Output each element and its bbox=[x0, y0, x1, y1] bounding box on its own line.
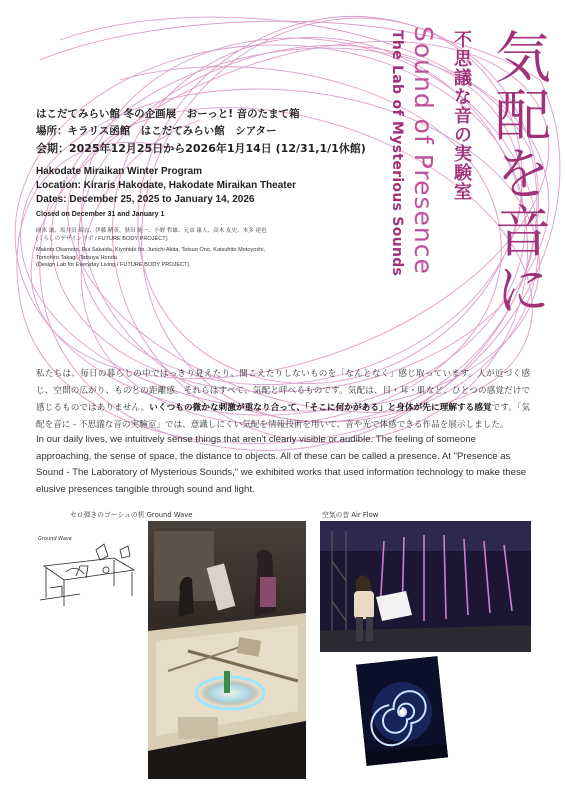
caption-air-flow: 空気の音 Air Flow bbox=[322, 511, 379, 519]
description-jp-part1: 私たちは、毎日の暮らしの中ではっきり見えたり、聞こえたりしないものを「なんとなく」感じ取っています。人が近づく感じ、空間の広がり、ものとの距離感。それらはすべて、気配と呼べるものです。気配は、目・耳・肌など、ひとつの感覚だけで感じるものではありません。 bbox=[36, 369, 530, 413]
event-program-en: Hakodate Miraikan Winter Program bbox=[36, 166, 203, 177]
event-info bbox=[36, 106, 376, 270]
event-dates-jp: 会期：2025年12月25日から2026年1月14日 (12/31,1/1休館) bbox=[36, 142, 366, 155]
description-en: In our daily lives, we intuitively sense things that aren't clearly visible or audible. The feeling of someone approaching, the sense of space, the distance to objects. All of these can be called a presence. At "Presence as Sound - The Laboratory of Mysterious Sounds," we exhibited works that used information technology to make these elusive presences tangible through sound and light. bbox=[36, 434, 527, 495]
desk-sketch-drawing bbox=[36, 536, 142, 608]
photo-air-flow bbox=[320, 521, 531, 652]
credits-en-names-1: Makoto Okamoto, Rui Sakaida, Kiyohide Ito, Junichi Akita, Tetsuo Ono, Katsuhito Motoyoshi, bbox=[36, 247, 266, 254]
sketch-label: Ground Wave bbox=[38, 536, 72, 542]
photo-ground-wave bbox=[148, 521, 306, 779]
subtitle-jp: 不思議な音の実験室 bbox=[451, 30, 472, 201]
event-name-jp: はこだてみらい館 冬の企画展 おーっと! 音のたまて箱 bbox=[36, 108, 300, 120]
caption-ground-wave: セロ弾きのゴーシュの机 Ground Wave bbox=[70, 511, 193, 519]
description-jp-part2: です。「気配を音に - 不思議な音の実験室」では、意識しにくい気配を情報技術を用いて、音や光で体感できる作品を展示しました。 bbox=[36, 403, 530, 430]
event-closed-en: Closed on December 31 and January 1 bbox=[36, 211, 165, 218]
event-dates-en: Dates: December 25, 2025 to January 14, 2026 bbox=[36, 194, 255, 205]
photo-spiral-light bbox=[356, 656, 448, 766]
event-location-en: Location: Kiraris Hakodate, Hakodate Miraikan Theater bbox=[36, 180, 297, 191]
main-title-jp: 気配を音に bbox=[486, 28, 551, 318]
credits-jp-org: (くらしのデザインラボ / FUTURE BODY PROJECT) bbox=[36, 235, 168, 242]
subtitle-en: The Lab of Mysterious Sounds bbox=[389, 30, 405, 277]
credits bbox=[36, 228, 376, 270]
description-jp-bold: いくつもの微かな刺激が重なり合って、「そこに何かがある」と身体が先に理解する感覚 bbox=[149, 403, 492, 413]
ground-wave-sketch bbox=[36, 536, 142, 608]
event-location-jp: 場所：キラリス函館 はこだてみらい館 シアター bbox=[36, 125, 277, 137]
main-title-en: Sound of Presence bbox=[409, 26, 438, 275]
description-jp bbox=[36, 366, 530, 434]
credits-jp-names: 岡本 誠、坂井田 瑠衣、伊藤 精英、秋田 純一、小野 哲雄、元由 康人、高木 友史、本多 達也 bbox=[36, 228, 267, 234]
credits-en-org: (Design Lab for Everyday Living / FUTURE BODY PROJECT) bbox=[36, 262, 190, 269]
credits-en-names-2: Tomohiro Takagi, Tatsuya Honda bbox=[36, 254, 117, 261]
